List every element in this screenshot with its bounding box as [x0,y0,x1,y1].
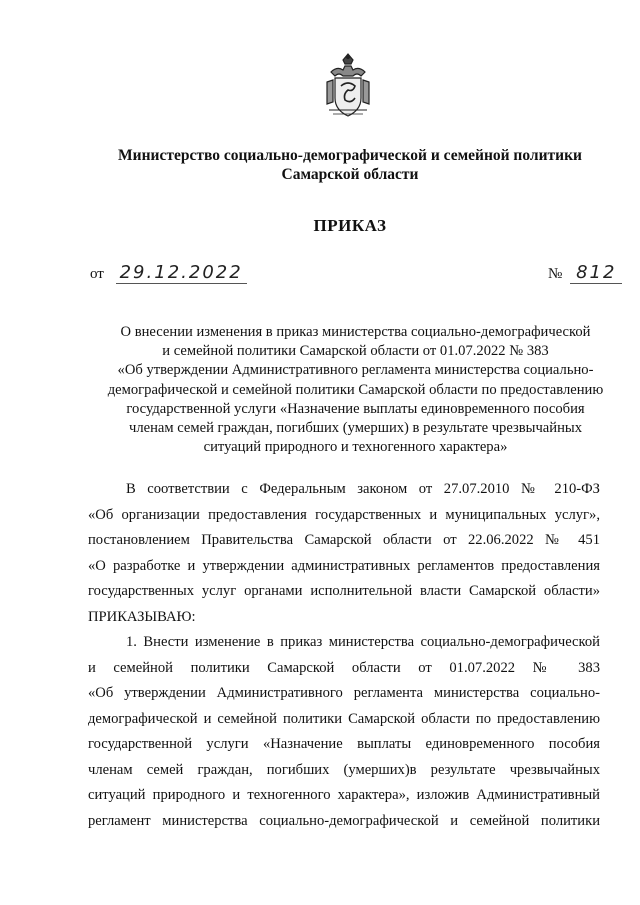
order-date [90,262,247,283]
body-line: демографической и семейной политики Самарской области по предоставлению [88,710,600,727]
body-line: «Об организации предоставления государственных и муниципальных услуг», [88,506,600,523]
body-line: государственной услуги «Назначение выплаты единовременного пособия [88,736,600,752]
subject-line: ситуаций природного и техногенного характера» [203,439,508,456]
body-line: ситуаций природного и техногенного характера», изложив Административный [88,787,600,803]
body-line: постановлением Правительства Самарской области от 22.06.2022 № 451 [88,532,600,548]
body-line: «Об утверждении Административного регламента министерства социально- [88,685,600,701]
order-directive: ПРИКАЗЫВАЮ: [88,608,196,625]
ministry-name-line2: Самарской области [281,166,419,183]
number-prefix: № [548,266,563,282]
handwritten-number: 812 [570,262,622,284]
body-line: В соответствии с Федеральным законом от 27.07.2010 № 210-ФЗ [126,481,600,497]
body-line: и семейной политики Самарской области от 01.07.2022 № 383 [88,659,600,676]
subject-line: О внесении изменения в приказ министерства социально-демографической [120,324,591,340]
body-line: «О разработке и утверждении административных регламентов предоставления [88,557,600,574]
subject-line: и семейной политики Самарской области от 01.07.2022 № 383 [162,343,549,360]
handwritten-date: 29.12.2022 [116,262,247,284]
order-body [88,477,600,834]
order-subject [88,323,623,457]
subject-line: государственной услуги «Назначение выплаты единовременного пособия [126,400,585,417]
date-prefix: от [90,266,104,282]
ministry-name-line1: Министерство социально-демографической и семейной политики [118,147,582,164]
subject-line: демографической и семейной политики Самарской области по предоставлению [107,381,604,398]
body-line: государственных услуг органами исполнительной власти Самарской области» [88,583,600,599]
subject-line: «Об утверждении Административного регламента министерства социально- [117,362,594,379]
ministry-header [100,146,600,184]
subject-line: членам семей граждан, погибших (умерших) в результате чрезвычайных [128,420,582,437]
document-type-title: ПРИКАЗ [313,216,387,235]
body-line: 1. Внести изменение в приказ министерства социально-демографической [126,634,600,650]
body-line: регламент министерства социально-демографической и семейной политики [88,812,600,829]
coat-of-arms-emblem [323,52,373,122]
body-line: членам семей граждан, погибших (умерших)в результате чрезвычайных [88,761,600,778]
order-number [548,262,622,283]
